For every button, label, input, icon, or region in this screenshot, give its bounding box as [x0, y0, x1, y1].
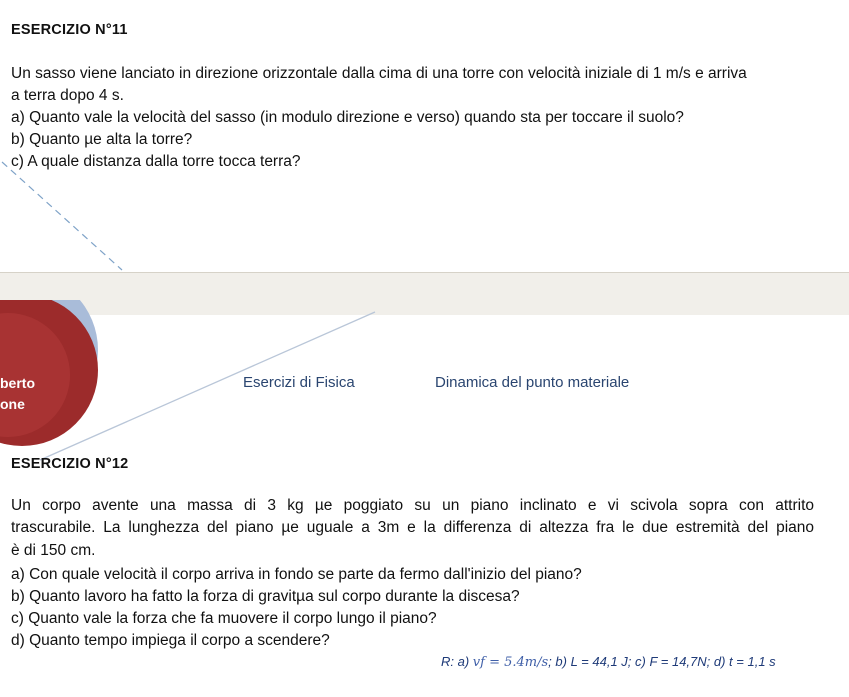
exercise-11-paragraph-line-2: a terra dopo 4 s. — [11, 87, 124, 104]
exercise-11-question-a: a) Quanto vale la velocità del sasso (in modulo direzione e verso) quando sta per toccare il suolo? — [11, 109, 684, 126]
exercise-12-answers — [441, 654, 776, 670]
exercise-11-paragraph-line-1: Un sasso viene lanciato in direzione orizzontale dalla cima di una torre con velocità iniziale di 1 m/s e arriva — [11, 65, 747, 82]
header-course-title: Esercizi di Fisica — [243, 374, 355, 391]
exercise-12-paragraph-line-3: è di 150 cm. — [11, 542, 96, 559]
answer-rest: ; b) L = 44,1 J; c) F = 14,7N; d) t = 1,1 s — [548, 654, 776, 669]
exercise-12-question-a: a) Con quale velocità il corpo arriva in fondo se parte da fermo dall'inizio del piano? — [11, 566, 582, 583]
exercise-12-question-b: b) Quanto lavoro ha fatto la forza di gravitµa sul corpo durante la discesa? — [11, 588, 520, 605]
exercise-11-question-c: c) A quale distanza dalla torre tocca terra? — [11, 153, 301, 170]
exercise-11-question-b: b) Quanto µe alta la torre? — [11, 131, 193, 148]
exercise-12-title: ESERCIZIO N°12 — [11, 456, 129, 472]
exercise-12-paragraph-line-1: Un corpo avente una massa di 3 kg µe poggiato su un piano inclinato e vi scivola sopra con attrito — [11, 497, 814, 514]
dashed-decoration-line — [0, 150, 140, 280]
exercise-12-question-c: c) Quanto vale la forza che fa muovere il corpo lungo il piano? — [11, 610, 437, 627]
header-author-fragment-2: one — [0, 396, 25, 412]
header-chapter-title: Dinamica del punto materiale — [435, 374, 630, 391]
exercise-12-paragraph-line-2: trascurabile. La lunghezza del piano µe uguale a 3m e la differenza di altezza fra le due estremità del piano — [11, 519, 814, 536]
exercise-11-title: ESERCIZIO N°11 — [11, 22, 128, 38]
header-author-fragment-1: berto — [0, 375, 35, 391]
answer-final-velocity: vf = 5.4m/s — [472, 655, 549, 670]
exercise-12-question-d: d) Quanto tempo impiega il corpo a scendere? — [11, 632, 330, 649]
answer-prefix: R: a) — [441, 654, 473, 669]
